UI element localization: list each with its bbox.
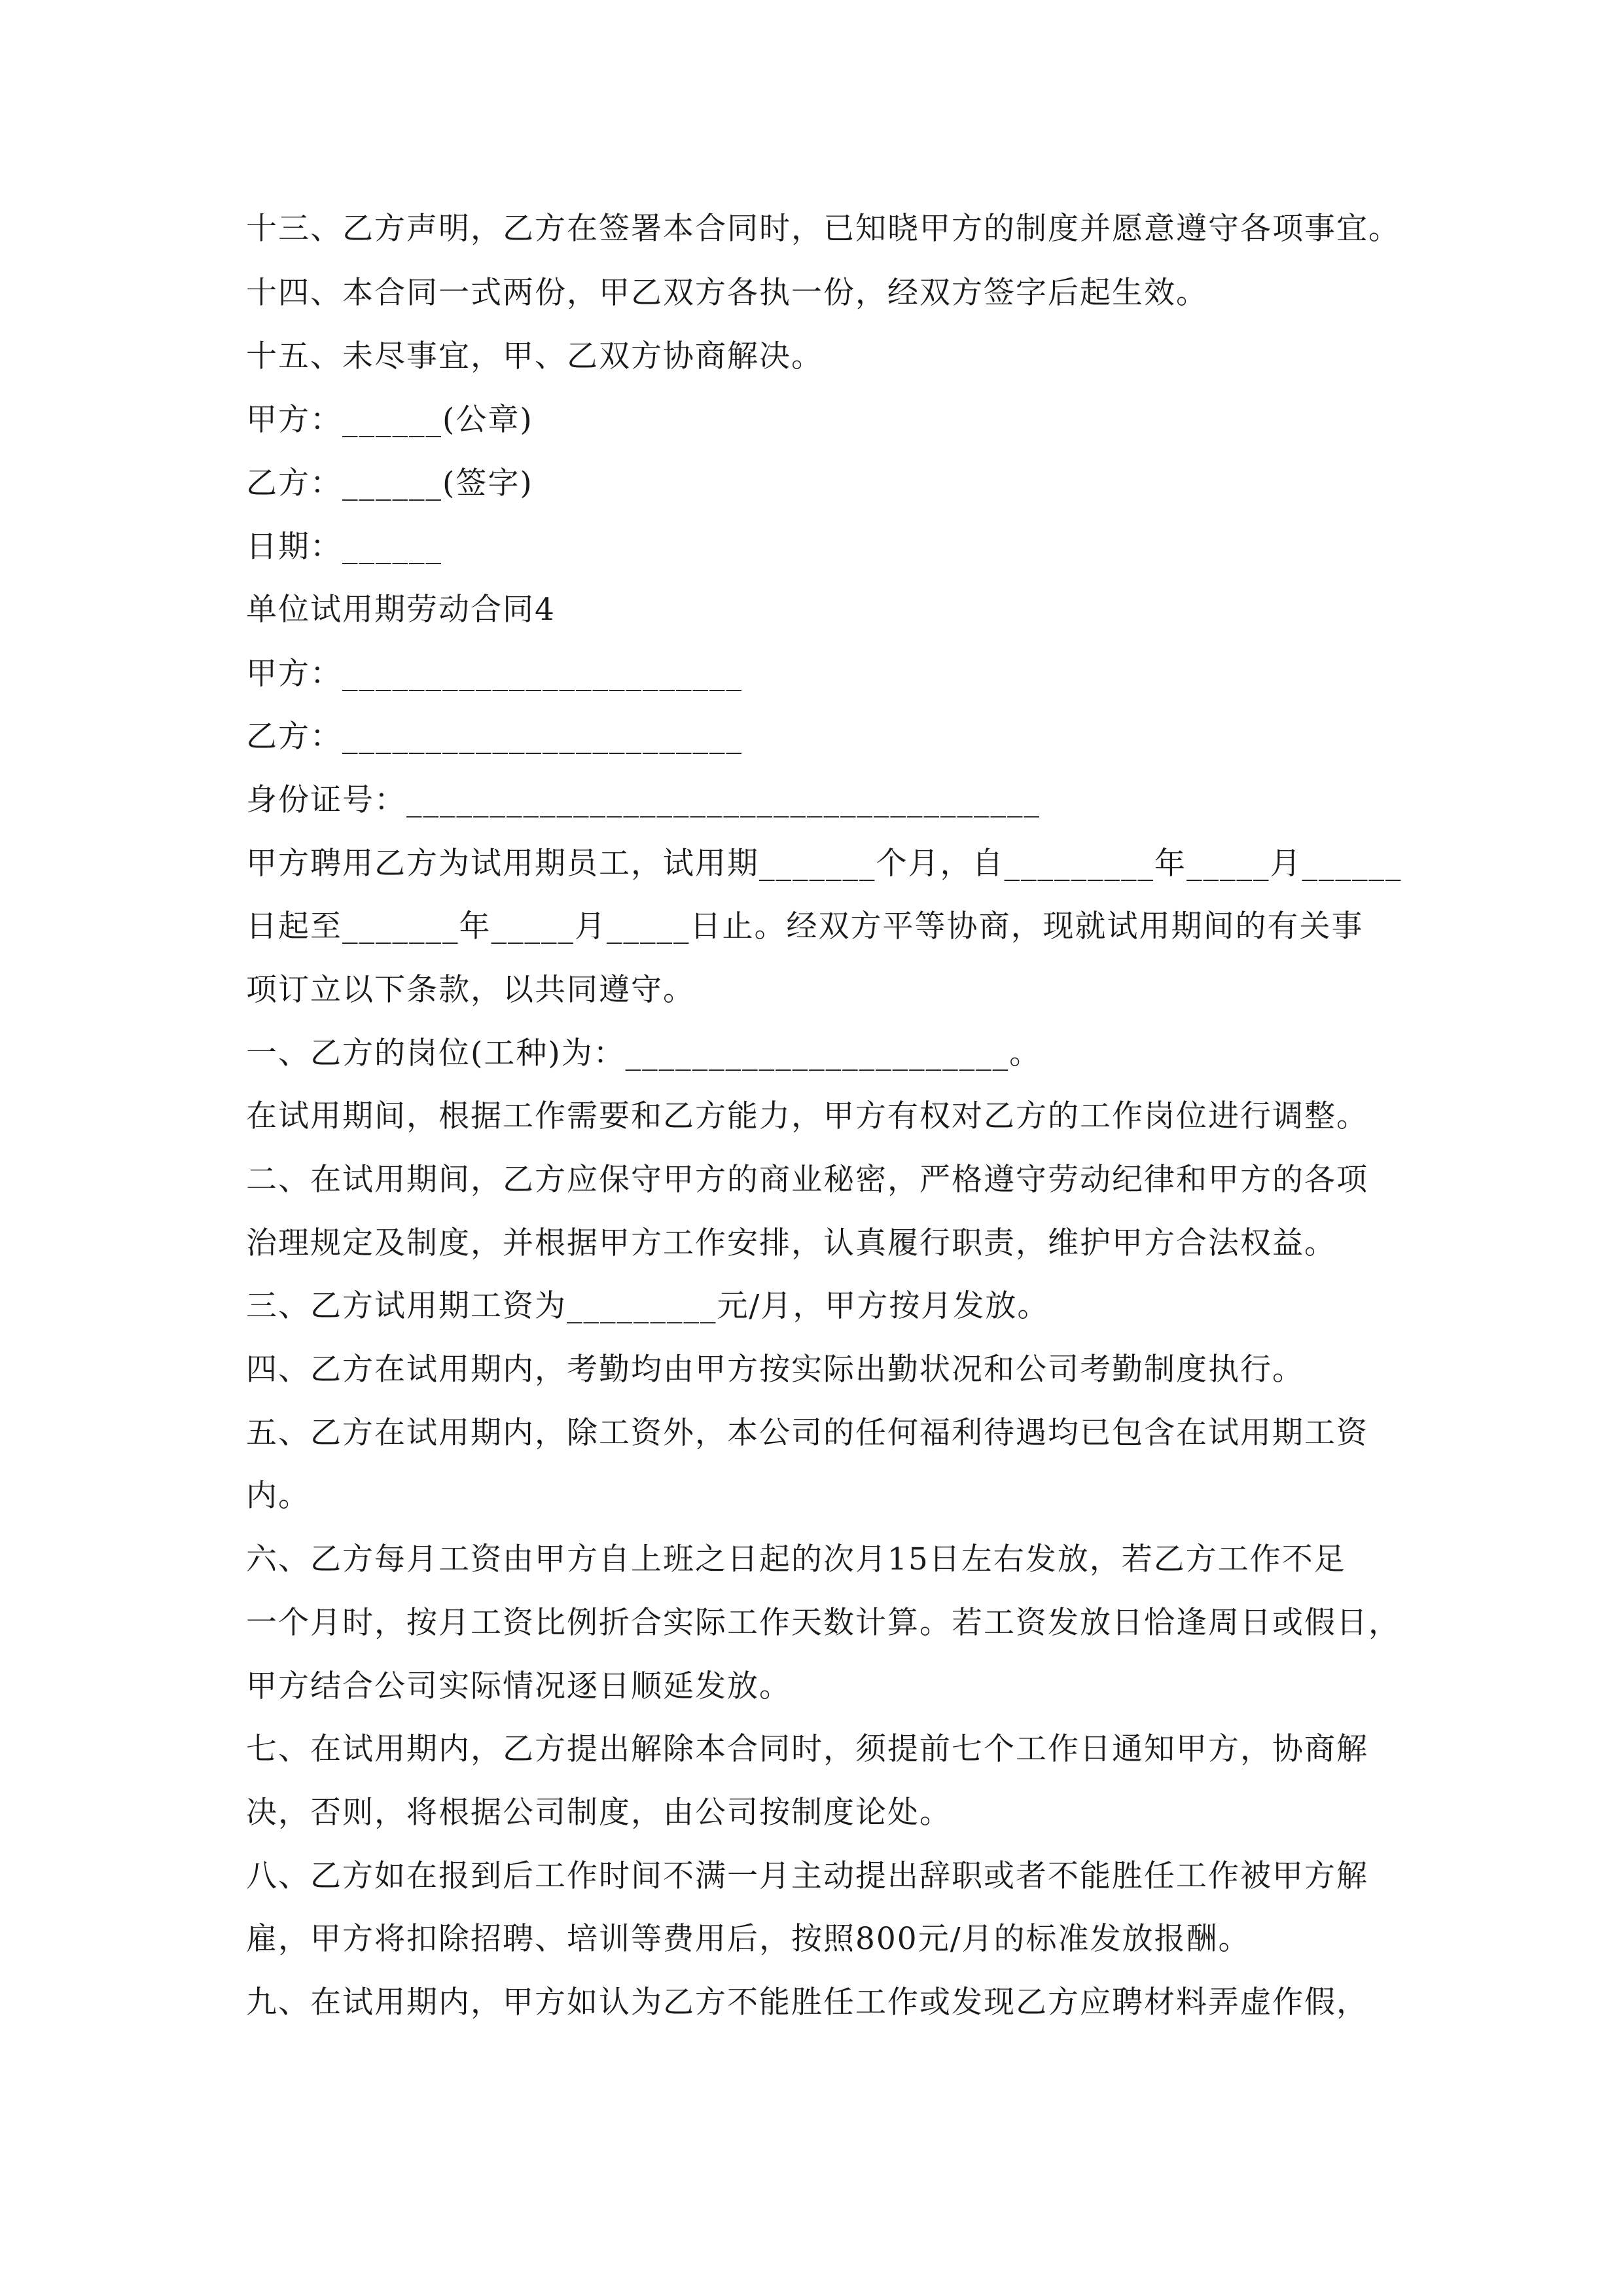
party-b-sign-line: 乙方：______(签字) <box>246 465 533 501</box>
clause-8-line-2: 雇，甲方将扣除招聘、培训等费用后，按照800元/月的标准发放报酬。 <box>246 1921 1251 1957</box>
clause-2-line-1: 二、在试用期间，乙方应保守甲方的商业秘密，严格遵守劳动纪律和甲方的各项 <box>246 1162 1368 1198</box>
clause-7-line-1: 七、在试用期内，乙方提出解除本合同时，须提前七个工作日通知甲方，协商解 <box>246 1731 1368 1767</box>
clause-6-line-1: 六、乙方每月工资由甲方自上班之日起的次月15日左右发放，若乙方工作不足 <box>246 1541 1346 1577</box>
clause-4: 四、乙方在试用期内，考勤均由甲方按实际出勤状况和公司考勤制度执行。 <box>246 1352 1304 1388</box>
clause-15: 十五、未尽事宜，甲、乙双方协商解决。 <box>246 338 823 374</box>
clause-5-line-2: 内。 <box>246 1478 310 1514</box>
clause-3: 三、乙方试用期工资为_________元/月，甲方按月发放。 <box>246 1288 1050 1324</box>
clause-6-line-2: 一个月时，按月工资比例折合实际工作天数计算。若工资发放日恰逢周日或假日， <box>246 1605 1400 1641</box>
intro-line-1: 甲方聘用乙方为试用期员工，试用期_______个月，自_________年_____月______ <box>246 846 1402 882</box>
party-a-seal-line: 甲方：______(公章) <box>246 402 533 438</box>
clause-2-line-2: 治理规定及制度，并根据甲方工作安排，认真履行职责，维护甲方合法权益。 <box>246 1225 1336 1261</box>
clause-1-note: 在试用期间，根据工作需要和乙方能力，甲方有权对乙方的工作岗位进行调整。 <box>246 1098 1368 1134</box>
party-a-field: 甲方：________________________ <box>246 656 743 692</box>
party-b-field: 乙方：________________________ <box>246 719 743 755</box>
clause-1: 一、乙方的岗位(工种)为：_______________________。 <box>246 1035 1042 1071</box>
clause-9-line-1: 九、在试用期内，甲方如认为乙方不能胜任工作或发现乙方应聘材料弄虚作假， <box>246 1984 1368 2020</box>
intro-line-2: 日起至_______年_____月_____日止。经双方平等协商，现就试用期间的有关事 <box>246 908 1364 944</box>
clause-7-line-2: 决，否则，将根据公司制度，由公司按制度论处。 <box>246 1795 952 1831</box>
clause-5-line-1: 五、乙方在试用期内，除工资外，本公司的任何福利待遇均已包含在试用期工资 <box>246 1415 1368 1451</box>
clause-6-line-3: 甲方结合公司实际情况逐日顺延发放。 <box>246 1668 791 1704</box>
intro-line-3: 项订立以下条款，以共同遵守。 <box>246 972 695 1008</box>
contract-heading: 单位试用期劳动合同4 <box>246 592 556 628</box>
date-line: 日期：______ <box>246 529 442 565</box>
clause-13: 十三、乙方声明，乙方在签署本合同时，已知晓甲方的制度并愿意遵守各项事宜。 <box>246 211 1400 247</box>
clause-14: 十四、本合同一式两份，甲乙双方各执一份，经双方签字后起生效。 <box>246 275 1208 311</box>
id-number-field: 身份证号：______________________________________ <box>246 782 1041 818</box>
clause-8-line-1: 八、乙方如在报到后工作时间不满一月主动提出辞职或者不能胜任工作被甲方解 <box>246 1858 1368 1894</box>
